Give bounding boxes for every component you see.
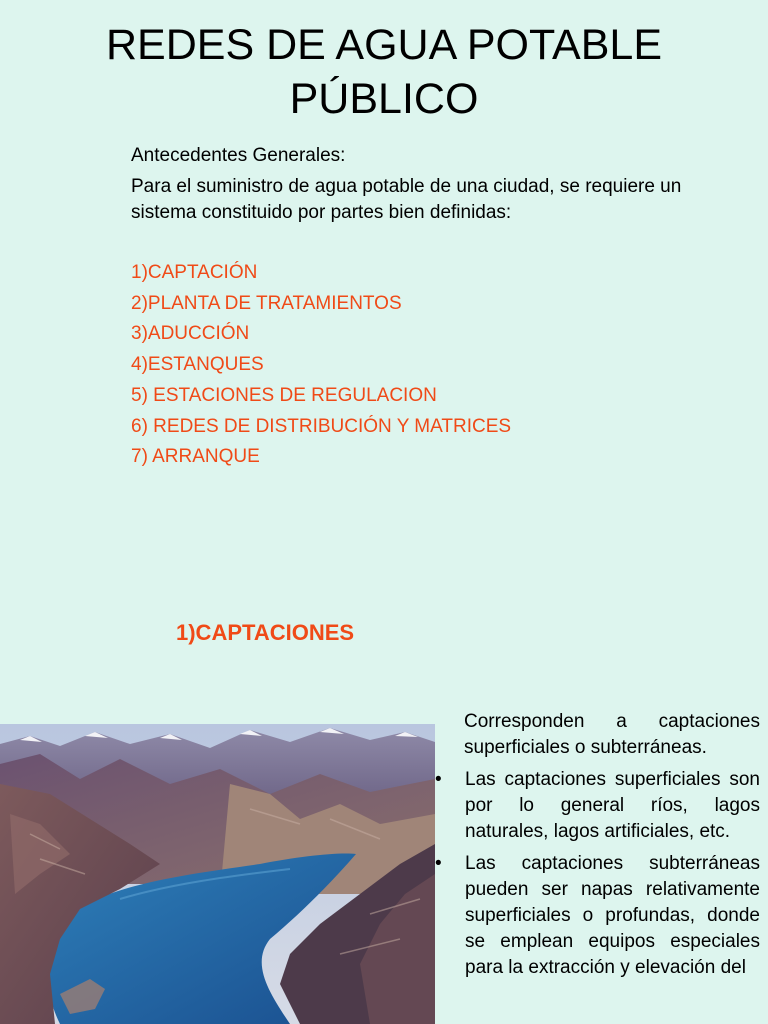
bullet-text: Las captaciones subterráneas pueden ser napas relativamente superficiales o profundas, donde se emplean equipos especiales para la extracción y elevación del (465, 853, 760, 978)
slide-title (0, 18, 768, 126)
list-item: 1)CAPTACIÓN (131, 262, 258, 283)
intro-block (131, 143, 731, 226)
list-item: 6) REDES DE DISTRIBUCIÓN Y MATRICES (131, 415, 512, 437)
slide-title-line-1: REDES DE AGUA POTABLE (106, 21, 662, 69)
system-parts-list (131, 258, 731, 473)
slide-title-line-2: PÚBLICO (289, 75, 479, 123)
section-title: 1)CAPTACIONES (176, 620, 355, 645)
list-item: 3)ADUCCIÓN (131, 323, 250, 345)
list-item: 7) ARRANQUE (131, 446, 260, 468)
list-item: 5) ESTACIONES DE REGULACION (131, 384, 437, 406)
intro-paragraph: Para el suministro de agua potable de una ciudad, se requiere un sistema constituido por partes bien definidas: (131, 176, 682, 223)
mountain-lake-image (0, 724, 435, 1024)
captaciones-description (433, 709, 760, 987)
intro-heading: Antecedentes Generales: (131, 145, 346, 166)
bullet-item (433, 851, 760, 981)
bullet-item (433, 767, 760, 845)
bullet-text: Las captaciones superficiales son por lo general ríos, lagos naturales, lagos artificiales, etc. (465, 769, 760, 842)
mountain-lake-photo (0, 724, 435, 1024)
bullet-icon: • (435, 853, 442, 874)
bullet-icon: • (435, 769, 442, 790)
list-item: 2)PLANTA DE TRATAMIENTOS (131, 292, 402, 314)
captaciones-lead: Corresponden a captaciones superficiales o subterráneas. (464, 711, 760, 758)
list-item: 4)ESTANQUES (131, 354, 264, 376)
